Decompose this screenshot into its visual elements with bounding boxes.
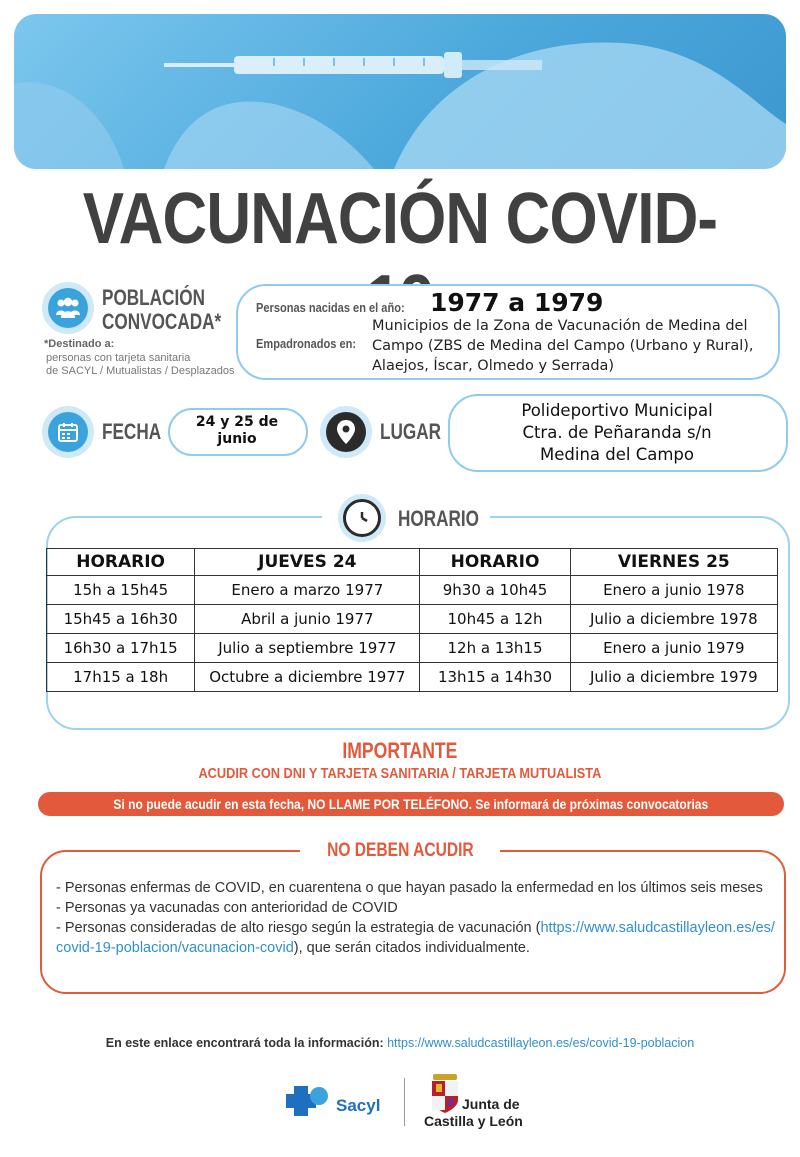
footer-info-link[interactable]: https://www.saludcastillayleon.es/es/covid-19-poblacion [387,1036,695,1050]
sacyl-logo-text: Sacyl [336,1096,381,1115]
table-cell: Abril a junio 1977 [195,605,420,634]
table-cell: Julio a diciembre 1979 [570,663,777,692]
nacidos-value: 1977 a 1979 [430,288,604,317]
header-viernes: VIERNES 25 [570,549,777,576]
list-item [56,918,776,958]
table-cell: Enero a junio 1978 [570,576,777,605]
table-header-row [47,549,778,576]
nacidos-label: Personas nacidas en el año: [256,300,405,315]
header-horario-1: HORARIO [47,549,195,576]
fecha-label: FECHA [102,419,162,444]
list-item [56,898,776,918]
clock-icon [338,494,386,542]
table-row [47,663,778,692]
header-horario-2: HORARIO [420,549,570,576]
table-row [47,605,778,634]
junta-line2: Castilla y León [424,1113,523,1129]
table-row [47,576,778,605]
list-item-text: - Personas consideradas de alto riesgo según la estrategia de vacunación ( [56,920,541,936]
municipios-text: Municipios de la Zona de Vacunación de Medina del Campo (ZBS de Medina del Campo (Urbano y Rural), Alaejos, Íscar, Olmedo y Serrada) [372,318,754,374]
horario-table [46,548,778,692]
table-cell: Enero a junio 1979 [570,634,777,663]
table-row [47,634,778,663]
lugar-line1: Polideportivo Municipal [521,401,713,420]
table-cell: 17h15 a 18h [47,663,195,692]
table-cell: 16h30 a 17h15 [47,634,195,663]
destinado-line1: personas con tarjeta sanitaria [46,352,191,364]
table-cell: 13h15 a 14h30 [420,663,570,692]
importante-title-text: IMPORTANTE [342,738,458,763]
junta-line1: Junta de [462,1096,520,1112]
hero-image [14,14,786,169]
table-cell: Octubre a diciembre 1977 [195,663,420,692]
vacunacion-link[interactable]: https://www.saludcastillayleon.es/es/covid-19-poblacion/vacunacion-covid [56,920,775,956]
poblacion-label-line1: POBLACIÓN [102,285,205,310]
warning-banner [38,792,784,816]
poblacion-label-line2: CONVOCADA* [102,309,222,334]
table-cell: 12h a 13h15 [420,634,570,663]
logo-divider [404,1078,405,1126]
location-pin-icon [320,406,372,458]
table-cell: 10h45 a 12h [420,605,570,634]
calendar-icon [42,406,94,458]
sacyl-cross-icon [286,1080,332,1126]
no-deben-title [300,840,500,864]
destinado-line2: de SACYL / Mutualistas / Desplazados [46,365,235,377]
table-cell: 15h45 a 16h30 [47,605,195,634]
page-title: VACUNACIÓN COVID- [82,179,718,259]
table-cell: Julio a septiembre 1977 [195,634,420,663]
list-item [56,878,776,898]
warning-banner-text: Si no puede acudir en esta fecha, NO LLAME POR TELÉFONO. Se informará de próximas convocatorias [113,796,709,812]
no-deben-title-text: NO DEBEN ACUDIR [326,840,474,861]
lugar-label: LUGAR [380,419,442,444]
footer-info-text: En este enlace encontrará toda la información: [105,1036,388,1050]
no-deben-list [56,878,776,958]
lugar-line2: Ctra. de Peñaranda s/n [522,423,712,442]
horario-label: HORARIO [398,506,480,531]
syringe-illustration [14,14,786,169]
lugar-line3: Medina del Campo [540,445,694,464]
table-cell: 15h a 15h45 [47,576,195,605]
destinado-title: *Destinado a: [44,338,115,350]
table-cell: 9h30 a 10h45 [420,576,570,605]
list-item-text: - Personas enfermas de COVID, en cuarentena o que hayan pasado la enfermedad en los últimos seis meses [56,880,763,896]
list-item-text: ), que serán citados individualmente. [293,940,530,956]
coat-of-arms-icon [430,1074,460,1114]
fecha-value: 24 y 25 de junio [195,414,279,447]
footer-info [0,1036,800,1050]
header-jueves: JUEVES 24 [195,549,420,576]
table-cell: Enero a marzo 1977 [195,576,420,605]
importante-title [0,738,800,764]
importante-subtitle-text: ACUDIR CON DNI Y TARJETA SANITARIA / TARJETA MUTUALISTA [198,766,602,782]
lugar-text [452,400,782,466]
importante-subtitle [0,766,800,782]
list-item-text: - Personas ya vacunadas con anterioridad de COVID [56,900,398,916]
people-icon [42,282,94,334]
empadronados-label: Empadronados en: [256,336,357,351]
table-cell: Julio a diciembre 1978 [570,605,777,634]
